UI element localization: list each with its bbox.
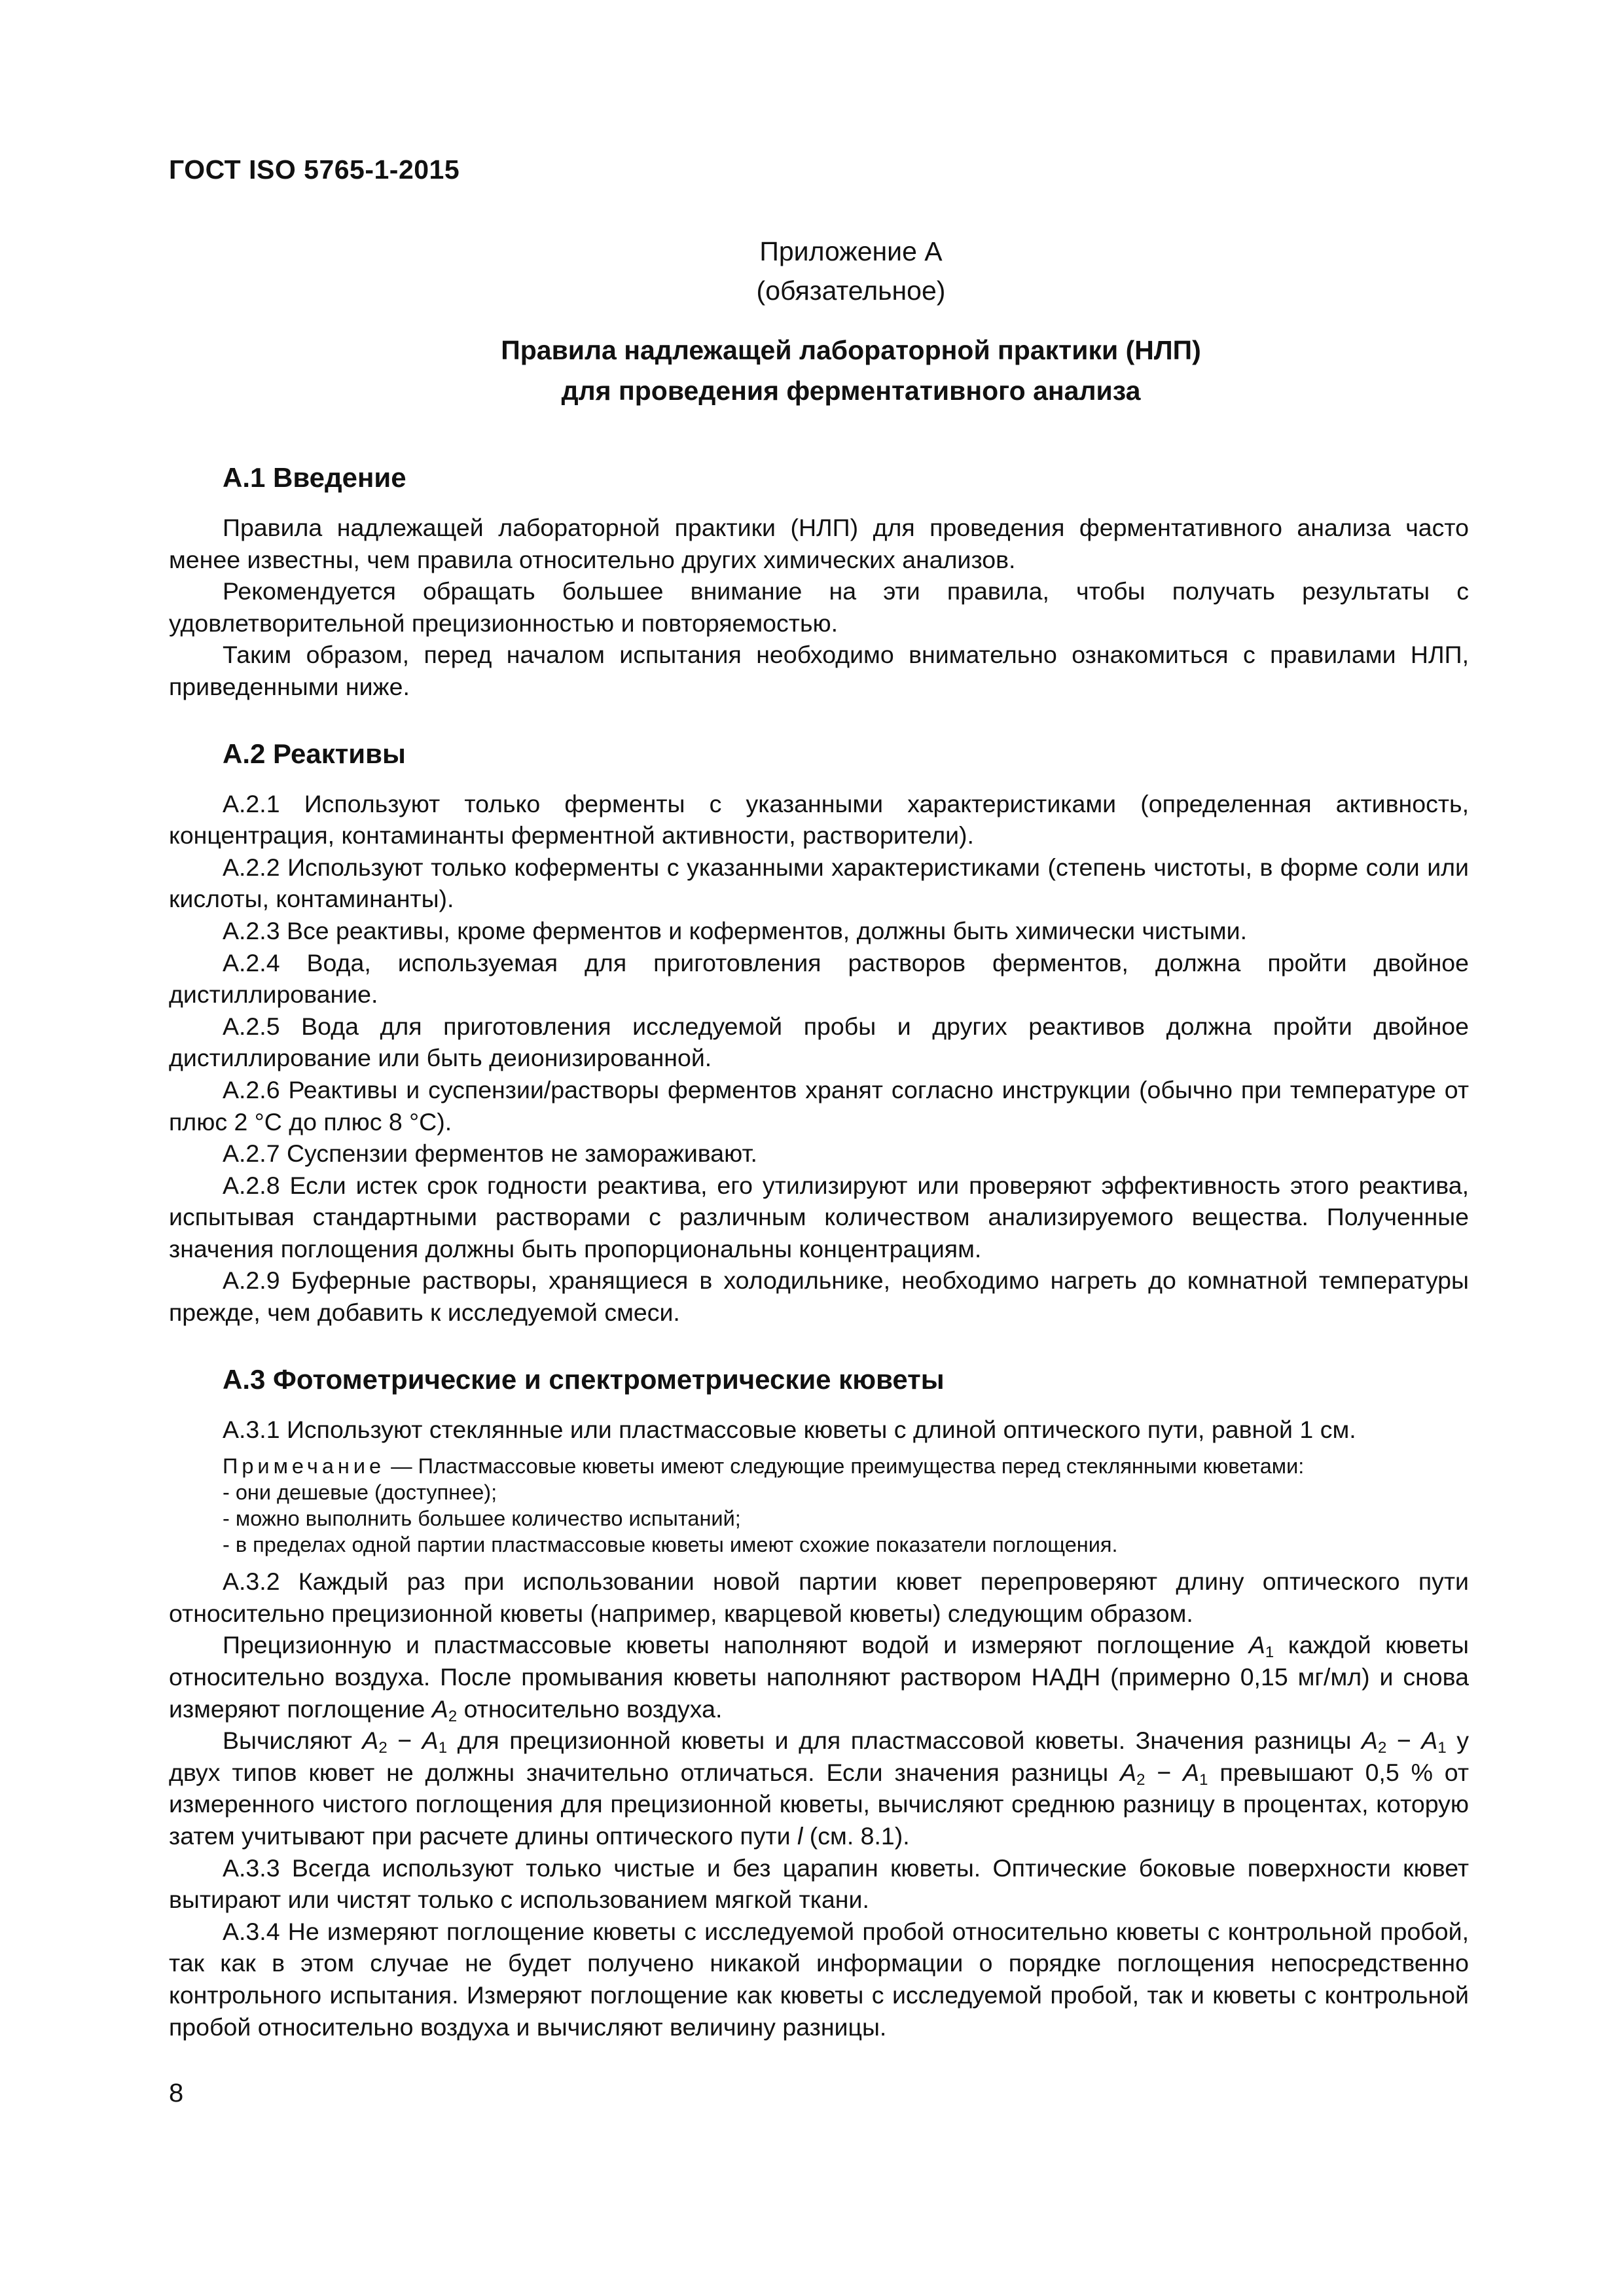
clause-a2-2: А.2.2 Используют только коферменты с указанными характеристиками (степень чистоты, в форме соли или кислоты, контаминанты). (169, 853, 1469, 913)
annex-title-line-1: Правила надлежащей лабораторной практики (НЛП) (501, 335, 1201, 365)
section-heading-a3: А.3 Фотометрические и спектрометрические кюветы (223, 1363, 945, 1395)
section-heading-a1: А.1 Введение (223, 462, 406, 493)
annex-heading (458, 232, 1244, 310)
paragraph-a3-2-fill: Прецизионную и пластмассовые кюветы наполняют водой и измеряют поглощение $A_1$ каждой кюветы относительно воздуха. После промывания кюветы наполняют раствором НАДН (примерно 0,15 мг/мл) и снова измеряют поглощение $A_2$ относительно воздуха. (169, 1631, 1470, 1725)
note-item: - в пределах одной партии пластмассовые кюветы имеют схожие показатели поглощения. (223, 1533, 1118, 1557)
clause-a2-9: А.2.9 Буферные растворы, хранящиеся в холодильнике, необходимо нагреть до комнатной температуры прежде, чем добавить к исследуемой смеси. (169, 1266, 1469, 1327)
page-number: 8 (169, 2079, 184, 2108)
paragraph-a3-2-calc: Вычисляют $A_2 - A_1$ для прецизионной кюветы и для пластмассовой кюветы. Значения разницы $A_2 - A_1$ у двух типов кювет не должны значительно отличаться. Если значения разницы $A_2 - A_1$ превышают 0,5 % от измеренного чистого поглощения для прецизионной кюветы, вычисляют среднюю разницу в процентах, которую затем учитывают при расчете длины оптического пути l (см. 8.1). (169, 1727, 1469, 1850)
clause-a2-1: А.2.1 Используют только ферменты с указанными характеристиками (определенная активность, концентрация, контаминанты ферментной активности, растворители). (169, 789, 1469, 850)
note-item: - можно выполнить большее количество испытаний; (223, 1507, 741, 1531)
annex-title (327, 330, 1375, 411)
clause-a2-7: А.2.7 Суспензии ферментов не замораживают. (223, 1139, 757, 1168)
clause-a3-4: А.3.4 Не измеряют поглощение кюветы с исследуемой пробой относительно кюветы с контрольной пробой, так как в этом случае не будет получено никакой информации о порядке поглощения непосредственно контрольного испытания. Измеряют поглощение как кюветы с исследуемой пробой, так и кюветы с контрольной пробой относительно воздуха и вычисляют величину разницы. (169, 1917, 1469, 2041)
note-item: - они дешевые (доступнее); (223, 1480, 497, 1505)
clause-a3-1: А.3.1 Используют стеклянные или пластмассовые кюветы с длиной оптического пути, равной 1 см. (223, 1415, 1356, 1443)
annex-title-line-2: для проведения ферментативного анализа (561, 376, 1141, 406)
note-text: — Пластмассовые кюветы имеют следующие преимущества перед стеклянными кюветами: (385, 1454, 1305, 1479)
clause-a2-3: А.2.3 Все реактивы, кроме ферментов и коферментов, должны быть химически чистыми. (223, 916, 1247, 944)
paragraph: Таким образом, перед началом испытания необходимо внимательно ознакомиться с правилами НЛП, приведенными ниже. (169, 641, 1469, 700)
paragraph: Правила надлежащей лабораторной практики (НЛП) для проведения ферментативного анализа часто менее известны, чем правила относительно других химических анализов. (169, 514, 1469, 573)
note-label: Примечание (223, 1454, 386, 1479)
document-code: ГОСТ ISO 5765-1-2015 (169, 154, 460, 185)
annex-status: (обязательное) (756, 276, 946, 306)
clause-a2-8: А.2.8 Если истек срок годности реактива, его утилизируют или проверяют эффективность этого реактива, испытывая стандартными растворами с различным количеством анализируемого вещества. Полученные значения поглощения должны быть пропорциональны концентрациям. (169, 1171, 1469, 1263)
paragraph: Рекомендуется обращать большее внимание на эти правила, чтобы получать результаты с удовлетворительной прецизионностью и повторяемостью. (169, 577, 1469, 637)
note-block (169, 1453, 1469, 1558)
clause-a3-2: А.3.2 Каждый раз при использовании новой партии кювет перепроверяют длину оптического пути относительно прецизионной кюветы (например, кварцевой кюветы) следующим образом. (169, 1568, 1469, 1627)
annex-label: Приложение А (759, 236, 943, 266)
clause-a2-4: А.2.4 Вода, используемая для приготовления растворов ферментов, должна пройти двойное дистиллирование. (169, 948, 1469, 1009)
section-heading-a2: А.2 Реактивы (223, 738, 406, 769)
clause-a2-6: А.2.6 Реактивы и суспензии/растворы ферментов хранят согласно инструкции (обычно при температуре от плюс 2 °C до плюс 8 °C). (169, 1075, 1469, 1136)
document-body (169, 458, 1469, 2043)
clause-a3-3: А.3.3 Всегда используют только чистые и без царапин кюветы. Оптические боковые поверхности кювет вытирают или чистят только с использованием мягкой ткани. (169, 1854, 1469, 1914)
clause-a2-5: А.2.5 Вода для приготовления исследуемой пробы и других реактивов должна пройти двойное дистиллирование или быть деионизированной. (169, 1012, 1469, 1072)
note-intro (169, 1453, 1469, 1479)
